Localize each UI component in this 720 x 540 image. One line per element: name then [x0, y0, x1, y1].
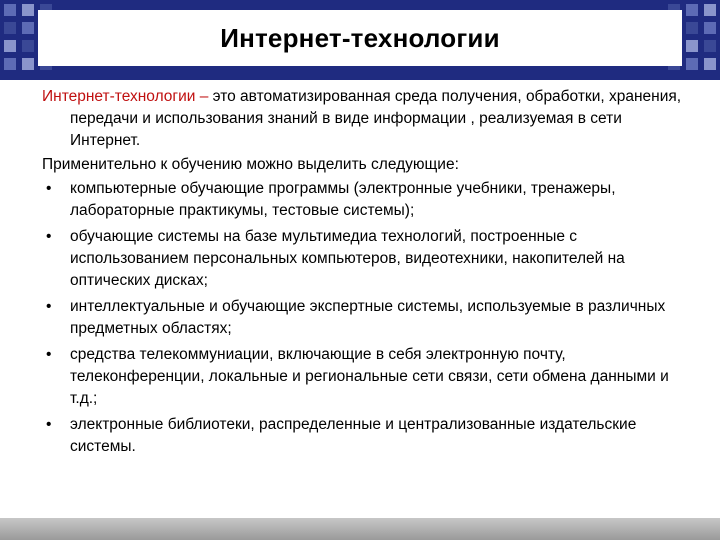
bullet-icon: • — [46, 416, 52, 433]
list-item — [42, 226, 682, 292]
definition-paragraph — [42, 86, 682, 152]
decor-square — [704, 4, 716, 16]
list-item-text: интеллектуальные и обучающие экспертные системы, используемые в различных предметных областях; — [70, 298, 666, 337]
decor-square — [4, 58, 16, 70]
decor-square — [22, 22, 34, 34]
footer-bar — [0, 518, 720, 540]
intro-paragraph: Применительно к обучению можно выделить следующие: — [42, 156, 459, 173]
list-item-text: компьютерные обучающие программы (электронные учебники, тренажеры, лабораторные практикумы, тестовые системы); — [70, 180, 616, 219]
bullet-icon: • — [46, 346, 52, 363]
decor-square — [22, 58, 34, 70]
list-item-text: электронные библиотеки, распределенные и централизованные издательские системы. — [70, 416, 637, 455]
list-item — [42, 344, 682, 410]
bullet-icon: • — [46, 228, 52, 245]
decor-square — [704, 58, 716, 70]
list-item — [42, 414, 682, 458]
decor-square — [704, 22, 716, 34]
decor-square — [22, 40, 34, 52]
header-band — [0, 0, 720, 80]
list-item-text: средства телекоммуниации, включающие в себя электронную почту, телеконференции, локальные и региональные сети связи, сети обмена данными и т.д.; — [70, 346, 669, 407]
bullet-icon: • — [46, 180, 52, 197]
bullet-list — [42, 178, 682, 458]
decor-square — [686, 40, 698, 52]
decor-square — [704, 40, 716, 52]
decor-square — [4, 22, 16, 34]
definition-term: Интернет-технологии – — [42, 88, 209, 105]
slide-title: Интернет-технологии — [220, 22, 500, 53]
list-item — [42, 178, 682, 222]
decor-square — [686, 22, 698, 34]
decor-square — [4, 4, 16, 16]
decor-square — [22, 4, 34, 16]
decor-square — [4, 40, 16, 52]
list-item-text: обучающие системы на базе мультимедиа технологий, построенные с использованием персональных компьютеров, видеотехники, накопителей на оптических дисках; — [70, 228, 625, 289]
list-item — [42, 296, 682, 340]
bullet-icon: • — [46, 298, 52, 315]
decor-square — [686, 58, 698, 70]
title-box — [38, 10, 682, 66]
definition-text: это автоматизированная среда получения, обработки, хранения, передачи и использования знаний в виде информации , реализуемая в сети Интернет. — [70, 88, 682, 149]
slide-body — [42, 86, 682, 462]
decor-square — [686, 4, 698, 16]
